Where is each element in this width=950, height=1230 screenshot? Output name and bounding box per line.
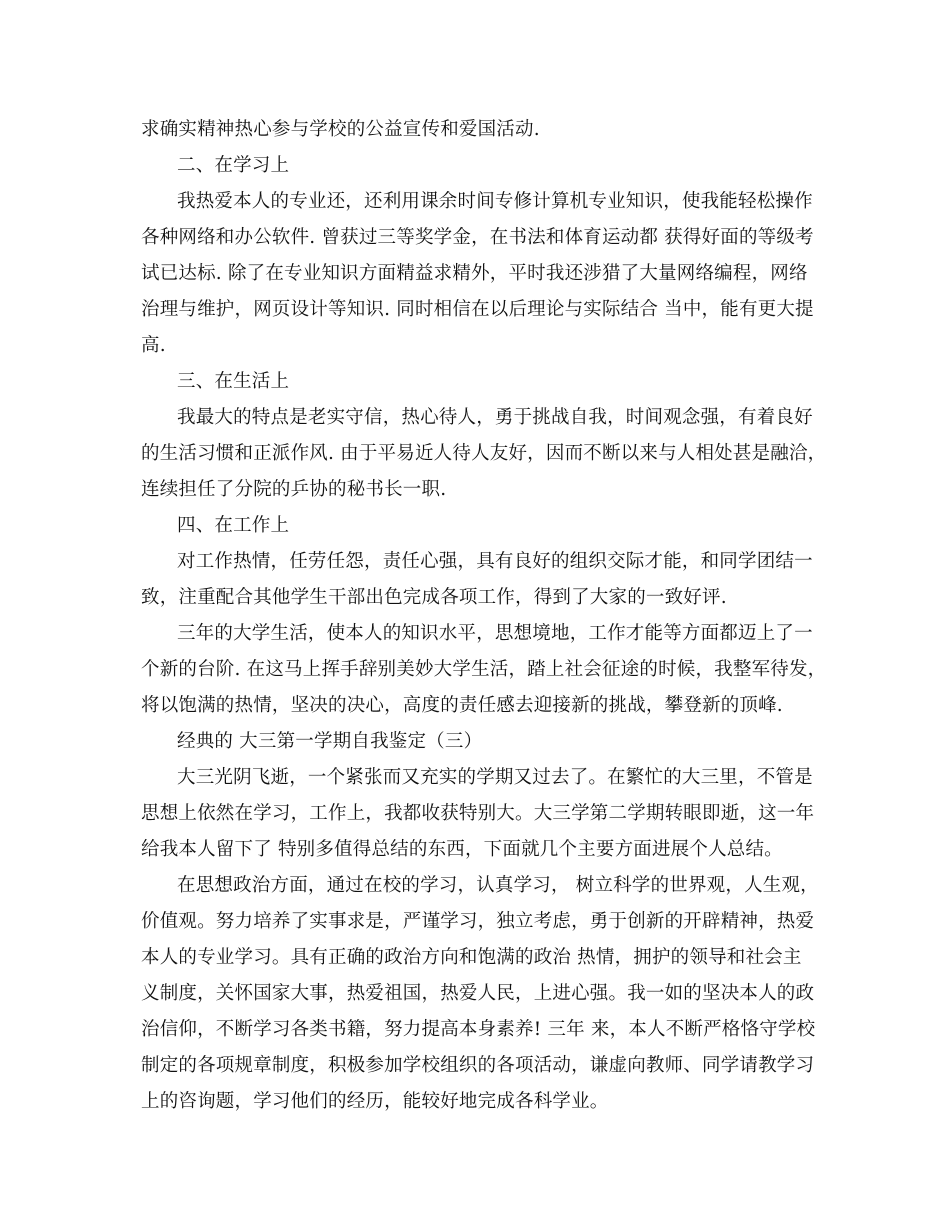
paragraph-line: 致，注重配合其他学生干部出色完成各项工作，得到了大家的一致好评. bbox=[141, 587, 727, 608]
paragraph-line: 对工作热情，任劳任怨，责任心强，具有良好的组织交际才能，和同学团结一 bbox=[177, 551, 813, 572]
paragraph-line: 三年的大学生活，使本人的知识水平，思想境地，工作才能等方面都迈上了一 bbox=[177, 623, 813, 644]
paragraph-line: 治信仰，不断学习各类书籍，努力提高本身素养! 三年 来，本人不断严格恪守学校 bbox=[141, 1019, 816, 1040]
paragraph-line: 义制度，关怀国家大事，热爱祖国，热爱人民，上进心强。我一如的坚决本人的政 bbox=[141, 983, 815, 1004]
paragraph-line: 我热爱本人的专业还，还利用课余时间专修计算机专业知识，使我能轻松操作 bbox=[177, 191, 813, 212]
section-title: 经典的 大三第一学期自我鉴定（三） bbox=[177, 731, 483, 752]
paragraph-line: 思想上依然在学习，工作上，我都收获特别大。大三学第二学期转眼即逝，这一年 bbox=[141, 803, 815, 824]
paragraph-line: 各种网络和办公软件. 曾获过三等奖学金，在书法和体育运动都 获得好面的等级考 bbox=[141, 227, 814, 248]
paragraph-line: 我最大的特点是老实守信，热心待人，勇于挑战自我，时间观念强，有着良好 bbox=[177, 407, 813, 428]
paragraph-line: 将以饱满的热情，坚决的决心，高度的责任感去迎接新的挑战，攀登新的顶峰. bbox=[141, 695, 783, 716]
paragraph-line: 在思想政治方面，通过在校的学习，认真学习， 树立科学的世界观，人生观， bbox=[177, 875, 819, 896]
paragraph-line: 连续担任了分院的乒协的秘书长一职. bbox=[141, 479, 447, 500]
paragraph-line: 给我本人留下了 特别多值得总结的东西，下面就几个主要方面进展个人总结。 bbox=[141, 839, 783, 860]
paragraph-line: 试已达标. 除了在专业知识方面精益求精外，平时我还涉猎了大量网络编程，网络 bbox=[141, 263, 808, 284]
paragraph-line: 价值观。努力培养了实事求是，严谨学习，独立考虑，勇于创新的开辟精神，热爱 bbox=[141, 911, 815, 932]
paragraph-line: 的生活习惯和正派作风. 由于平易近人待人友好，因而不断以来与人相处甚是融洽， bbox=[141, 443, 827, 464]
paragraph-line: 大三光阴飞逝，一个紧张而又充实的学期又过去了。在繁忙的大三里，不管是 bbox=[177, 767, 813, 788]
paragraph-line: 求确实精神热心参与学校的公益宣传和爱国活动. bbox=[141, 119, 540, 140]
paragraph-line: 上的咨询题，学习他们的经历，能较好地完成各科学业。 bbox=[141, 1091, 609, 1112]
paragraph-line: 制定的各项规章制度，积极参加学校组织的各项活动，谦虚向教师、同学请教学习 bbox=[141, 1055, 815, 1076]
paragraph-line: 高. bbox=[141, 335, 166, 356]
section-heading: 二、在学习上 bbox=[177, 155, 290, 176]
section-heading: 四、在工作上 bbox=[177, 515, 290, 536]
paragraph-line: 个新的台阶. 在这马上挥手辞别美妙大学生活，踏上社会征途的时候，我整军待发， bbox=[141, 659, 827, 680]
paragraph-line: 治理与维护，网页设计等知识. 同时相信在以后理论与实际结合 当中，能有更大提 bbox=[141, 299, 814, 320]
section-heading: 三、在生活上 bbox=[177, 371, 290, 392]
paragraph-line: 本人的专业学习。具有正确的政治方向和饱满的政治 热情，拥护的领导和社会主 bbox=[141, 947, 802, 968]
